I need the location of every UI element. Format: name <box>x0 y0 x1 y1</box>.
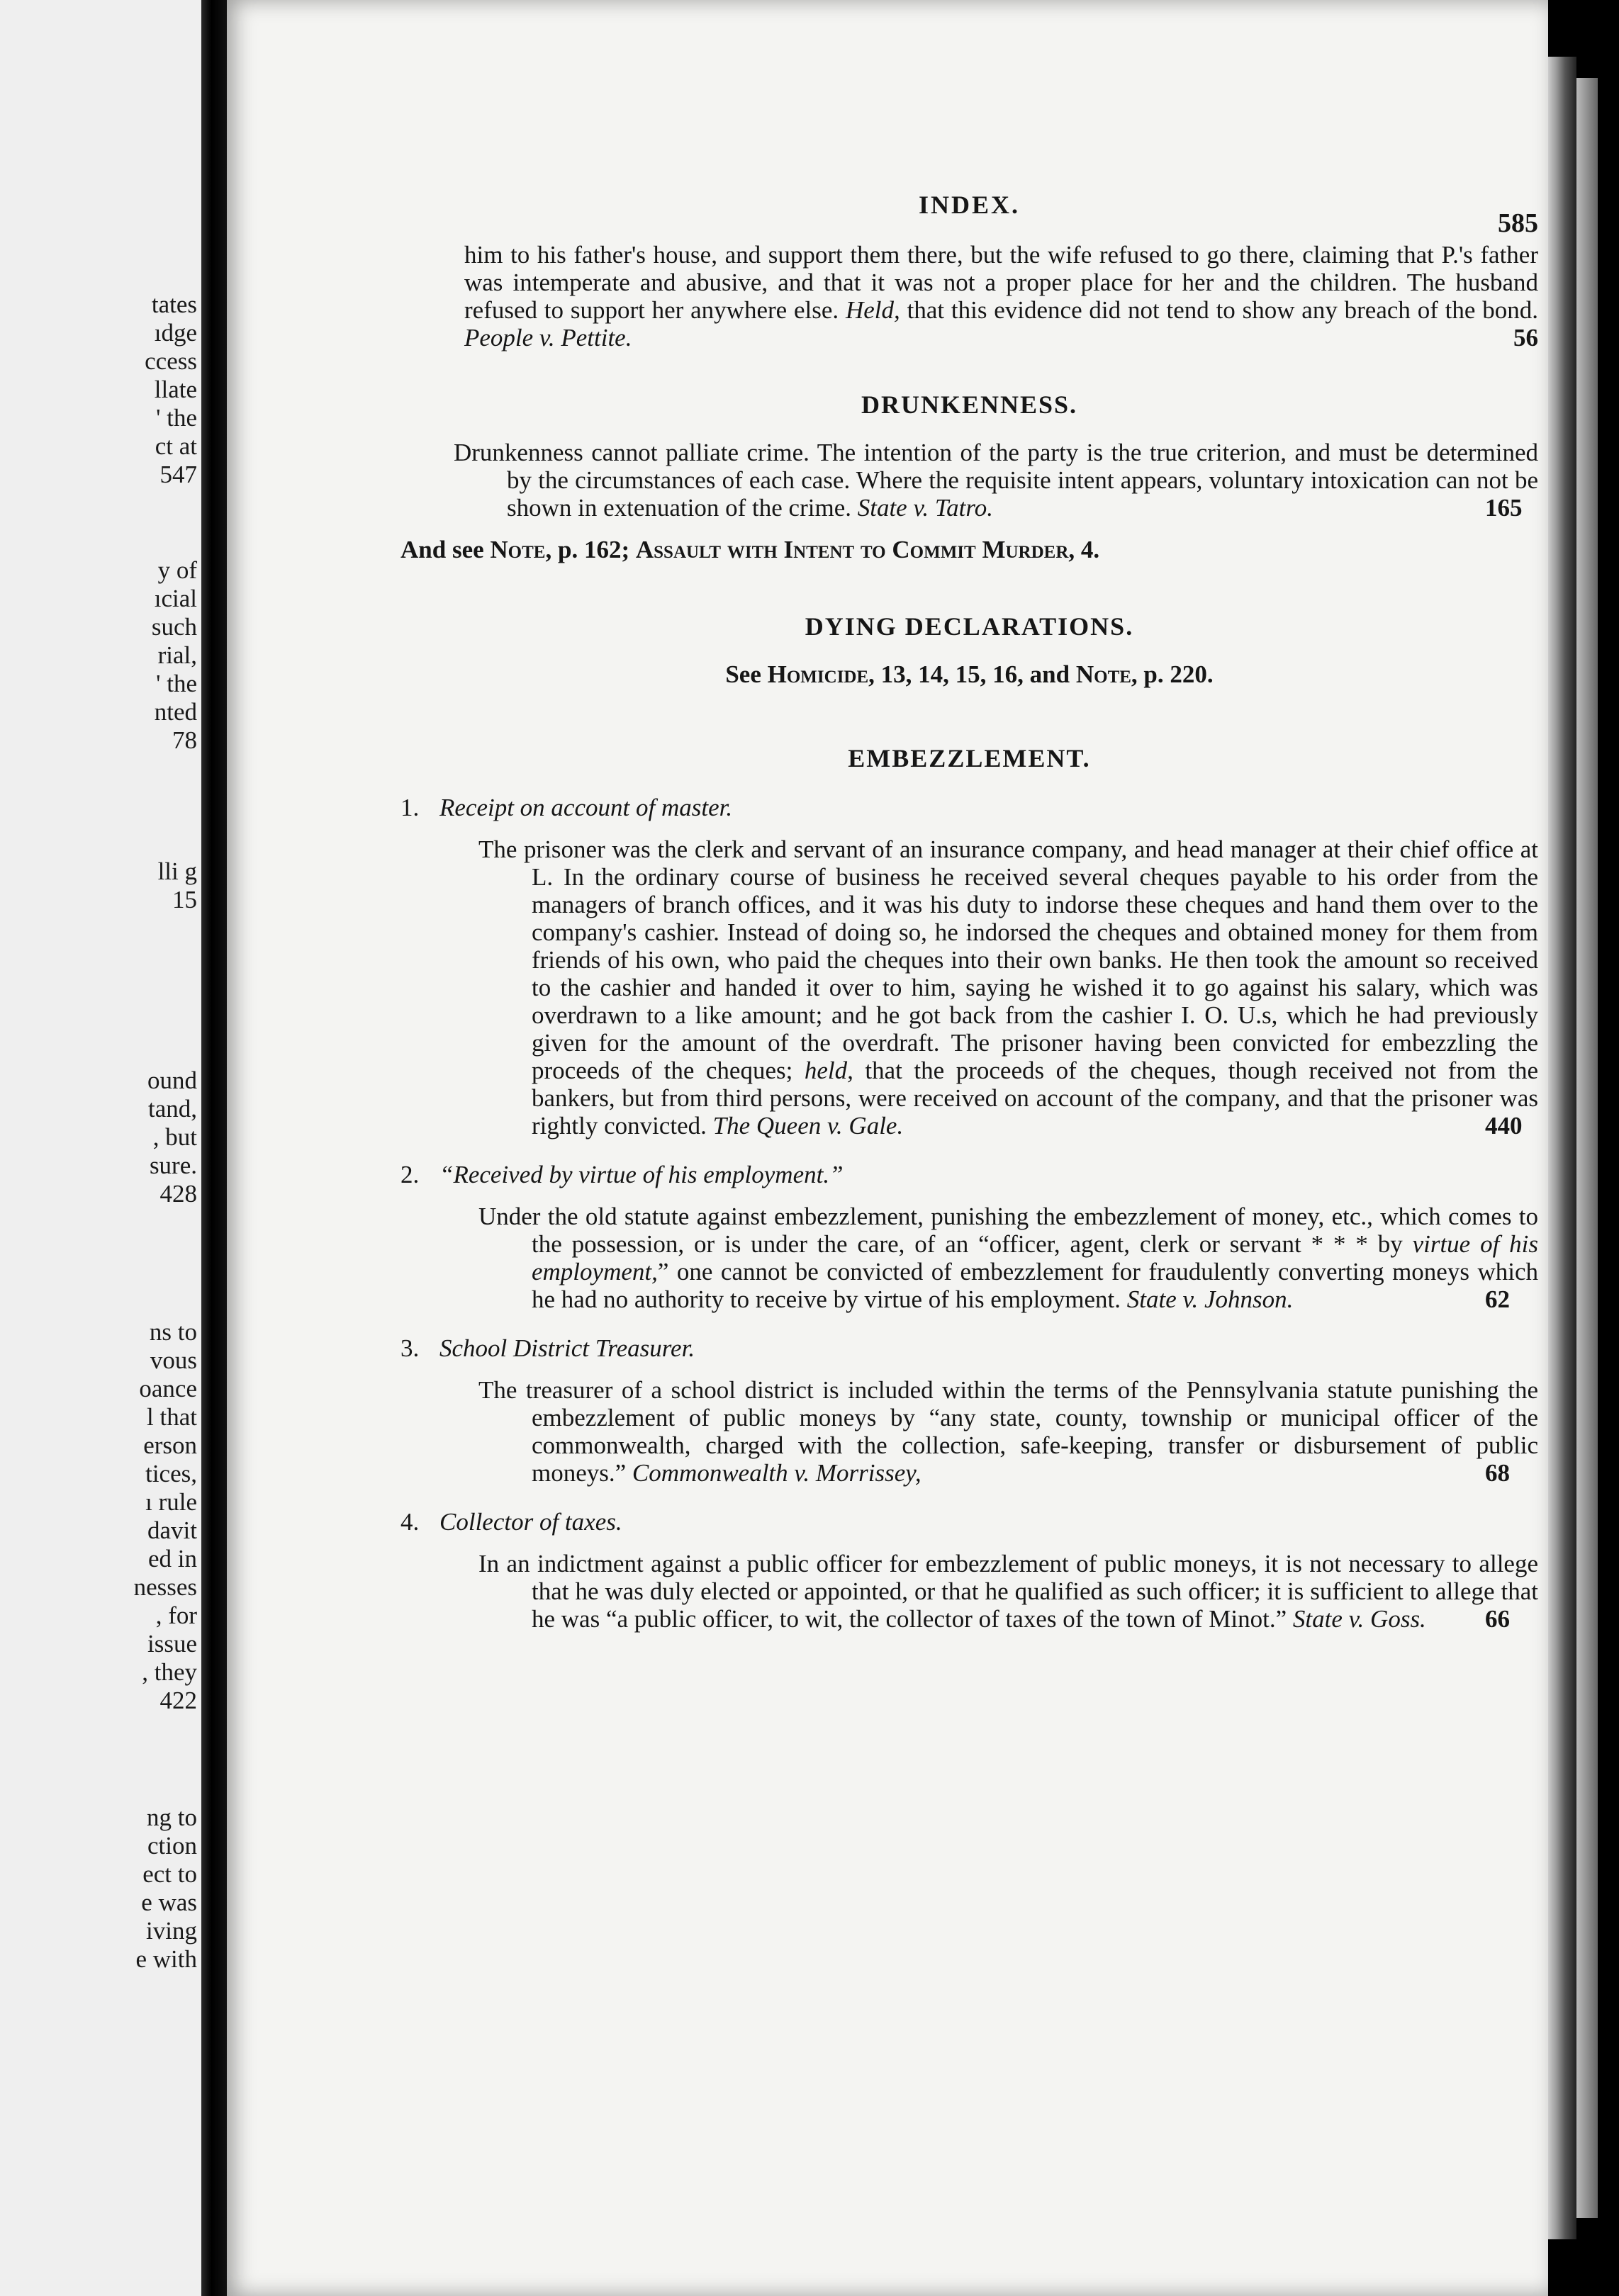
topic-number: 4. <box>400 1508 420 1536</box>
topic-heading <box>400 794 1538 821</box>
section-heading-drunkenness: DRUNKENNESS. <box>861 390 1078 419</box>
left-page-text-fragment: y of <box>157 556 197 584</box>
left-page-text-fragment: nesses <box>133 1573 197 1601</box>
topic-label: Collector of taxes. <box>439 1508 622 1536</box>
entry-text: him to his father's house, and support them there, but the wife refused to go there, claiming that P.'s father was intemperate and abusive, and that it was not a proper place for her and the children. The husband refused to support her anywhere else. <box>464 241 1538 324</box>
left-page-text-fragment: tices, <box>145 1460 197 1487</box>
page-reference: 56 <box>1513 324 1538 351</box>
case-citation: Commonwealth v. Morrissey, <box>632 1459 921 1487</box>
book-gutter <box>201 0 227 2296</box>
left-page-text-fragment: ıdge <box>154 319 197 347</box>
entry-text: Drunkenness cannot palliate crime. The intention of the party is the true criterion, and must be determined by the circumstances of each case. Where the requisite intent appears, voluntary intoxication can not be shown in extenuation of the crime. <box>454 439 1538 522</box>
cross-reference: Assault with Intent to Commit Murder <box>635 536 1069 563</box>
continuation-entry <box>464 241 1538 351</box>
see-prefix: See <box>725 660 768 688</box>
cross-reference: Note <box>1075 660 1131 688</box>
left-page-text-fragment: 15 <box>172 886 197 913</box>
left-page-text-fragment: , they <box>142 1658 197 1686</box>
left-page-text-fragment: ound <box>147 1067 197 1094</box>
entry-text: that the proceeds of the cheques, though received not from the bankers, but from third persons, were received on account of the company, and that the prisoner was rightly convicted. <box>532 1057 1538 1139</box>
see-mid: , 13, 14, 15, 16, and <box>868 660 1076 688</box>
left-page-text-fragment: ct at <box>155 432 197 460</box>
entry-text: that this evidence did not tend to show any breach of the bond. <box>900 296 1539 324</box>
left-page-text-fragment: oance <box>139 1375 197 1402</box>
page-number: 585 <box>1498 208 1538 238</box>
left-page-text-fragment: ' the <box>156 670 197 697</box>
topic-entry: The treasurer of a school district is included within the terms of the Pennsylvania statute punishing the embezzlement of public moneys by “any state, county, township or municipal officer of the commonwealth, charged with the collection, safe-keeping, transfer or disbursement of public moneys.” Commonwealth v. Morrissey, 68 <box>478 1376 1538 1487</box>
cross-reference: Homicide <box>767 660 869 688</box>
drunkenness-entry: Drunkenness cannot palliate crime. The intention of the party is the true criterion, and must be determined by the circumstances of each case. Where the requisite intent appears, voluntary intoxication can not be shown in extenuation of the crime. State v. Tatro. 165 <box>454 439 1538 522</box>
left-page-text-fragment: , but <box>152 1123 197 1151</box>
cross-reference: Note <box>490 536 546 563</box>
left-page-text-fragment: ' the <box>156 404 197 432</box>
left-page-text-fragment: ction <box>147 1832 197 1859</box>
entry-text: In an indictment against a public officer for embezzlement of public moneys, it is not necessary to allege that he was duly elected or appointed, or that he qualified as such officer; it is sufficient to allege that he was “a public officer, to wit, the collector of taxes of the town of Minot.” <box>478 1550 1538 1633</box>
see-line <box>400 660 1538 688</box>
running-head <box>400 191 1538 241</box>
see-also-suffix: , 4. <box>1068 536 1100 563</box>
topic-entry: In an indictment against a public officer for embezzlement of public moneys, it is not necessary to allege that he was duly elected or appointed, or that he qualified as such officer; it is sufficient to allege that he was “a public officer, to wit, the collector of taxes of the town of Minot.” State v. Goss. 66 <box>478 1550 1538 1633</box>
index-page <box>227 0 1548 2296</box>
left-page-text-fragment: 547 <box>159 461 197 488</box>
see-also-mid: , p. 162; <box>545 536 636 563</box>
left-page-text-fragment: ns to <box>149 1318 197 1346</box>
left-page-text-fragment: davit <box>147 1516 197 1544</box>
case-citation: The Queen v. Gale. <box>712 1112 904 1139</box>
case-citation: State v. Goss. <box>1292 1605 1426 1633</box>
left-page-fragment <box>0 0 201 2296</box>
topic-heading <box>400 1161 1538 1188</box>
page-edge <box>1576 78 1598 2218</box>
topic-entry: The prisoner was the clerk and servant of an insurance company, and head manager at their chief office at L. In the ordinary course of business he received several cheques payable to his order from the managers of branch offices, and it was his duty to indorse these cheques and hand them over to the company's cashier. Instead of doing so, he indorsed the cheques and obtained money for them from friends of his own, who paid the cheques into their own banks. He then took the amount so received to the cashier and handed it over to him, saying he wished it to go against his salary, which was overdrawn to a like amount; and he got back from the cashier I. O. U.s, which he had previously given for the amount of the overdraft. The prisoner having been convicted for embezzling the proceeds of the cheques; held, that the proceeds of the cheques, though received not from the bankers, but from third persons, were received on account of the company, and that the prisoner was rightly convicted. The Queen v. Gale. 440 <box>478 835 1538 1139</box>
left-page-text-fragment: 78 <box>172 726 197 754</box>
left-page-text-fragment: tand, <box>147 1095 197 1122</box>
section-heading-embezzlement: EMBEZZLEMENT. <box>848 744 1091 772</box>
left-page-text-fragment: lli g <box>157 857 197 885</box>
left-page-text-fragment: ıcial <box>154 585 197 612</box>
left-page-text-fragment: ccess <box>145 347 197 375</box>
topic-label: Receipt on account of master. <box>439 794 733 821</box>
left-page-text-fragment: rial, <box>157 641 197 669</box>
left-page-text-fragment: such <box>151 613 197 641</box>
left-page-text-fragment: 422 <box>159 1687 197 1714</box>
embezzlement-topics <box>400 794 1538 1633</box>
held-word: Held, <box>845 296 900 324</box>
left-page-text-fragment: ng to <box>147 1803 197 1831</box>
left-page-text-fragment: vous <box>150 1346 197 1374</box>
left-page-text-fragment: e was <box>141 1889 197 1916</box>
topic-label: School District Treasurer. <box>439 1334 695 1362</box>
left-page-text-fragment: sure. <box>149 1152 197 1179</box>
left-page-text-fragment: 428 <box>159 1180 197 1208</box>
topic-heading <box>400 1334 1538 1362</box>
see-also-line <box>400 536 1538 563</box>
entry-text: ” one cannot be convicted of embezzlement for fraudulently converting moneys which he had no authority to receive by virtue of his employment. <box>532 1258 1538 1313</box>
left-page-text-fragment: , for <box>155 1602 197 1629</box>
left-page-text-fragment: tates <box>151 291 197 318</box>
topic-label: “Received by virtue of his employment.” <box>439 1161 844 1188</box>
entry-text: The treasurer of a school district is included within the terms of the Pennsylvania statute punishing the embezzlement of public moneys by “any state, county, township or municipal officer of the commonwealth, charged with the collection, safe-keeping, transfer or disbursement of public moneys.” <box>478 1376 1538 1487</box>
left-page-text-fragment: ect to <box>142 1860 197 1888</box>
left-page-text-fragment: ı rule <box>145 1488 197 1516</box>
left-page-text-fragment: issue <box>147 1630 197 1658</box>
left-page-text-fragment: iving <box>146 1917 197 1945</box>
topic-number: 2. <box>400 1161 420 1188</box>
case-citation: People v. Pettite. <box>464 324 632 351</box>
topic-number: 1. <box>400 794 420 821</box>
entry-text: The prisoner was the clerk and servant of an insurance company, and head manager at their chief office at L. In the ordinary course of business he received several cheques payable to his order from the managers of branch offices, and it was his duty to indorse these cheques and hand them over to the company's cashier. Instead of doing so, he indorsed the cheques and obtained money for them from friends of his own, who paid the cheques into their own banks. He then took the amount so received to the cashier and handed it over to him, saying he wished it to go against his salary, which was overdrawn to a like amount; and he got back from the cashier I. O. U.s, which he had previously given for the amount of the overdraft. The prisoner having been convicted for embezzling the proceeds of the cheques; <box>478 835 1538 1084</box>
left-page-text-fragment: erson <box>143 1431 197 1459</box>
page-edge <box>1548 57 1576 2239</box>
see-suffix: , p. 220. <box>1131 660 1214 688</box>
left-page-text-fragment: llate <box>154 376 197 403</box>
left-page-text-fragment: e with <box>135 1945 197 1973</box>
page-title: INDEX. <box>918 191 1020 219</box>
entry-text: Under the old statute against embezzlement, punishing the embezzlement of money, etc., which comes to the possession, or is under the care, of an “officer, agent, clerk or servant * * * by <box>478 1203 1538 1258</box>
page-content <box>400 191 1538 1633</box>
left-page-text-fragment: nted <box>154 698 197 726</box>
section-heading-dying-declarations: DYING DECLARATIONS. <box>805 612 1134 641</box>
topic-number: 3. <box>400 1334 420 1362</box>
see-also-prefix: And see <box>400 536 491 563</box>
left-page-text-fragment: l that <box>147 1403 197 1431</box>
topic-heading <box>400 1508 1538 1536</box>
held-word: virtue of his employment, <box>532 1230 1539 1285</box>
case-citation: State v. Johnson. <box>1126 1285 1294 1313</box>
case-citation: State v. Tatro. <box>857 494 993 522</box>
left-page-text-fragment: ed in <box>147 1545 197 1572</box>
held-word: held, <box>804 1057 853 1084</box>
topic-entry: Under the old statute against embezzlement, punishing the embezzlement of money, etc., which comes to the possession, or is under the care, of an “officer, agent, clerk or servant * * * by virtue of his employment,” one cannot be convicted of embezzlement for fraudulently converting moneys which he had no authority to receive by virtue of his employment. State v. Johnson. 62 <box>478 1203 1539 1313</box>
